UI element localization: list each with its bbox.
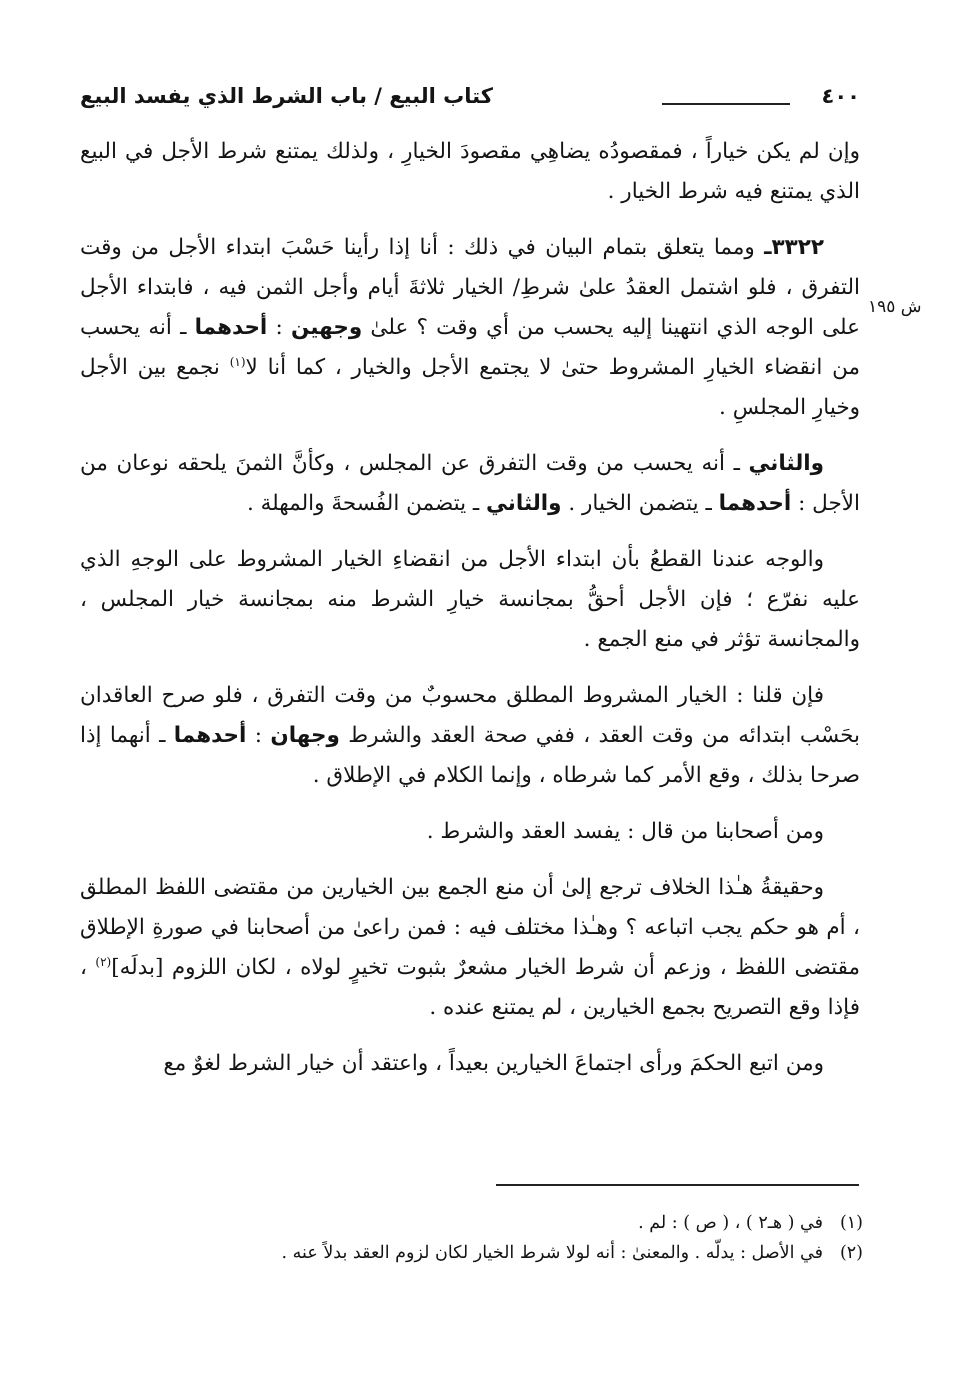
footnote-text: في ( هـ٢ ) ، ( ص ) : لم . xyxy=(638,1213,823,1233)
paragraph-7 xyxy=(80,868,860,1028)
footnote-1 xyxy=(163,1208,863,1238)
paragraph-5 xyxy=(80,676,860,796)
text-run: فإن قلنا : الخيار المشروط المطلق محسوبٌ من وقت التفرق ، فلو صرح العاقدان بحَسْب ابتدائه من وقت العقد ، ففي صحة العقد والشرط xyxy=(80,683,860,748)
page-number: ٤٠٠ xyxy=(821,84,860,108)
bold-term: وجهين xyxy=(291,315,363,340)
header-rule xyxy=(662,103,790,105)
bold-term: والثاني xyxy=(486,491,562,516)
text-run: ، فإذا وقع التصريح بجمع الخيارين ، لم يمتنع عنده . xyxy=(80,955,860,1020)
paragraph-6: ومن أصحابنا من قال : يفسد العقد والشرط . xyxy=(426,819,824,844)
text-run: ـ يتضمن الخيار . xyxy=(561,491,719,516)
footnote-ref-2[interactable]: (٢) xyxy=(95,954,112,969)
text-run: ـ أنهما إذا صرحا بذلك ، وقع الأمر كما شرطاه ، وإنما الكلام في الإطلاق . xyxy=(80,723,860,788)
text-run: نجمع بين الأجل وخيارِ المجلسِ . xyxy=(80,355,860,420)
text-run: : xyxy=(267,315,292,340)
text-run: ـ أنه يحسب من انقضاء الخيارِ المشروط حتىٰ لا يجتمع الأجل والخيار ، كما أنا لا xyxy=(80,315,860,380)
bold-term: وجهان xyxy=(270,723,340,748)
paragraph-1: وإن لم يكن خياراً ، فمقصودُه يضاهِي مقصودَ الخيارِ ، ولذلك يمتنع شرط الأجل في البيع الذي يمتنع فيه شرط الخيار . xyxy=(80,139,860,204)
footnote-number: (٢) xyxy=(839,1243,863,1263)
bold-term: أحدهما xyxy=(173,723,247,748)
text-run: ومما يتعلق بتمام البيان في ذلك : أنا إذا رأينا حَسْبَ ابتداء الأجل من وقت التفرق ، فلو اشتمل العقدُ علىٰ شرطِ/ الخيار ثلاثةَ أيام وأجل الثمن فيه ، فابتداء الأجل على الوجه الذي انتهينا إليه يحسب من أي وقت ؟ علىٰ xyxy=(80,235,860,340)
footnote-ref-1[interactable]: (١) xyxy=(229,354,246,369)
text-run: ـ يتضمن الفُسحةَ والمهلة . xyxy=(246,491,487,516)
paragraph-4: والوجه عندنا القطعُ بأن ابتداء الأجل من انقضاءِ الخيار المشروط على الوجهِ الذي عليه نفرّع ؛ فإن الأجل أحقُّ بمجانسة خيارِ الشرط منه بمجانسة خيار المجلس ، والمجانسة تؤثر في منع الجمع . xyxy=(80,547,860,652)
bold-term: والثاني xyxy=(748,451,824,476)
running-title: كتاب البيع / باب الشرط الذي يفسد البيع xyxy=(80,84,493,108)
footnote-number: (١) xyxy=(839,1213,863,1233)
bold-term: أحدهما xyxy=(718,491,792,516)
margin-reference: ش ١٩٥ xyxy=(868,297,922,317)
section-number: ٣٣٢٢ـ xyxy=(764,235,824,260)
footnotes xyxy=(163,1208,863,1268)
footnote-text: في الأصل : يدلّه . والمعنىٰ : أنه لولا شرط الخيار لكان لزوم العقد بدلاً عنه . xyxy=(281,1243,823,1263)
paragraph-8: ومن اتبع الحكمَ ورأى اجتماعَ الخيارين بعيداً ، واعتقد أن خيار الشرط لغوٌ مع xyxy=(163,1051,824,1076)
footnote-2 xyxy=(163,1238,863,1268)
bold-term: أحدهما xyxy=(194,315,268,340)
text-run: ـ أنه يحسب من وقت التفرق عن المجلس ، وكأنَّ الثمنَ يلحقه نوعان من الأجل : xyxy=(80,451,860,516)
text-run: : xyxy=(246,723,271,748)
paragraph-3 xyxy=(80,444,860,524)
running-header xyxy=(80,84,860,120)
footnote-separator xyxy=(496,1184,859,1186)
text-run: وحقيقةُ هـٰذا الخلاف ترجع إلىٰ أن منع الجمع بين الخيارين من مقتضى اللفظ المطلق ، أم هو حكم يجب اتباعه ؟ وهـٰذا مختلف فيه : فمن راعىٰ من أصحابنا في صورةِ الإطلاق مقتضى اللفظ ، وزعم أن شرط الخيار مشعرٌ بثبوت تخيرٍ لولاه ، لكان اللزوم [بدلَه] xyxy=(80,875,860,980)
main-text xyxy=(80,132,860,1100)
paragraph-2 xyxy=(80,228,860,428)
